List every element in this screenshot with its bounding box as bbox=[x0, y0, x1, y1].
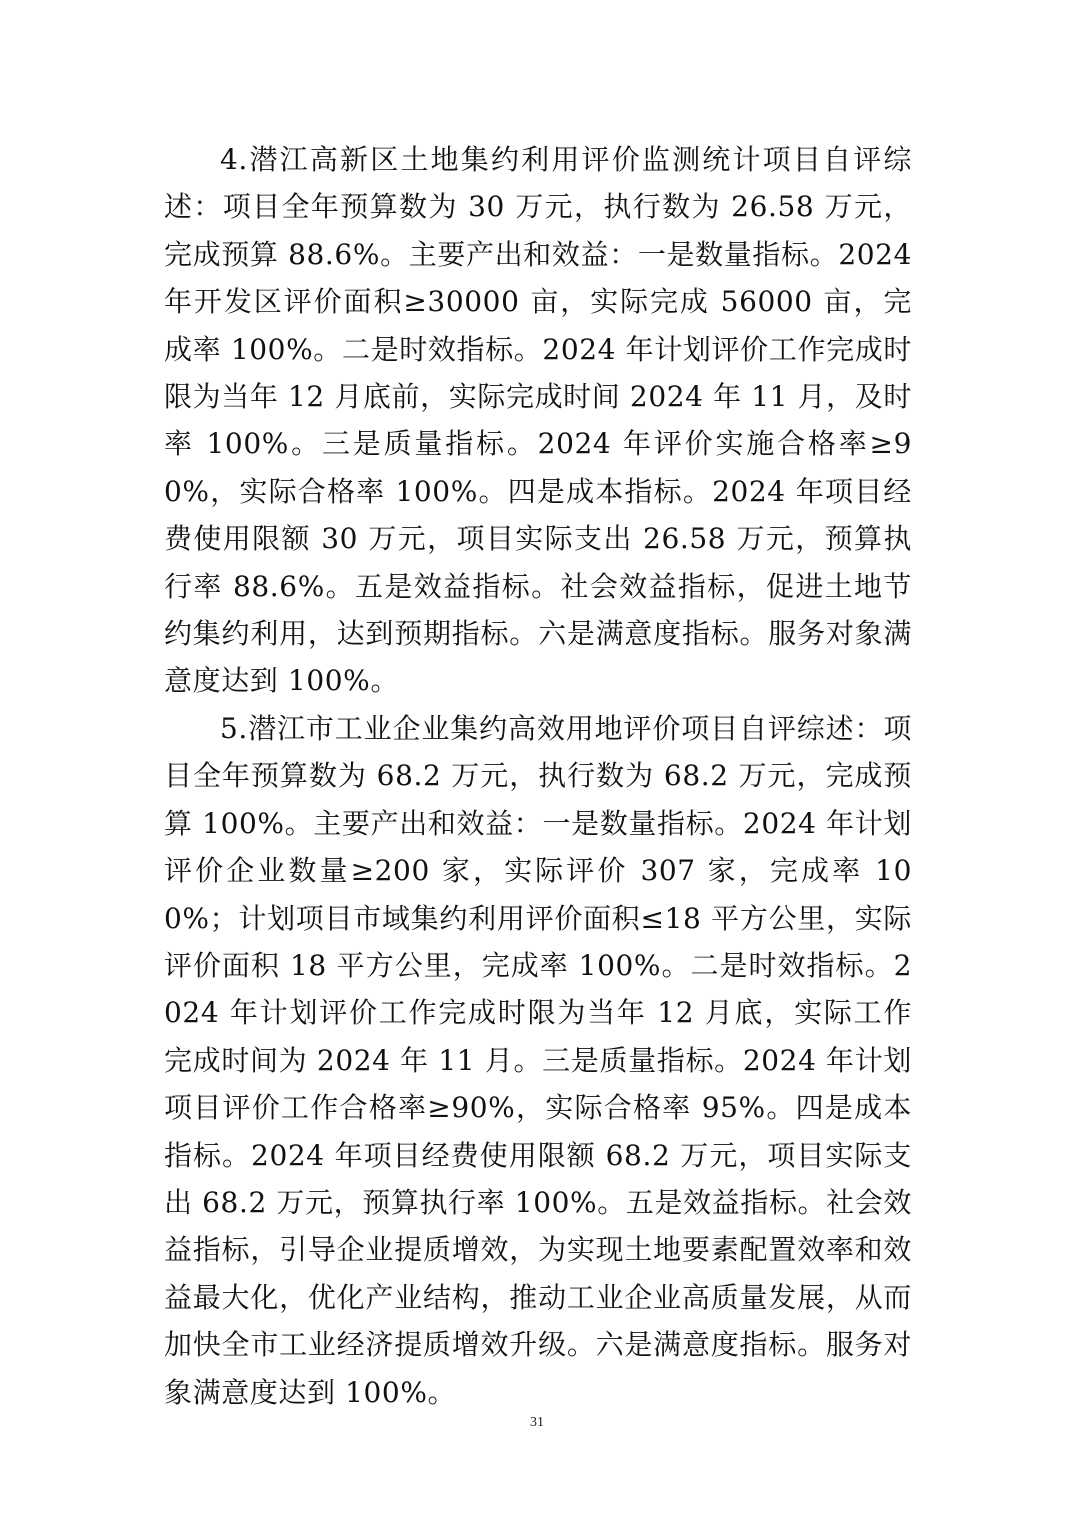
paragraph-item-5: 5.潜江市工业企业集约高效用地评价项目自评综述：项目全年预算数为 68.2 万元，执行数为 68.2 万元，完成预算 100%。主要产出和效益：一是数量指标。2024 年计划评价企业数量≥200 家，实际评价 307 家，完成率 100%；计划项目市域集约利用评价面积≤18 平方公里，实际评价面积 18 平方公里，完成率 100%。二是时效指标。2024 年计划评价工作完成时限为当年 12 月底，实际工作完成时间为 2024 年 11 月。三是质量指标。2024 年计划项目评价工作合格率≥90%，实际合格率 95%。四是成本指标。2024 年项目经费使用限额 68.2 万元，项目实际支出 68.2 万元，预算执行率 100%。五是效益指标。社会效益指标，引导企业提质增效，为实现土地要素配置效率和效益最大化，优化产业结构，推动工业企业高质量发展，从而加快全市工业经济提质增效升级。六是满意度指标。服务对象满意度达到 100%。 bbox=[164, 711, 912, 1409]
paragraph-item-4: 4.潜江高新区土地集约利用评价监测统计项目自评综述：项目全年预算数为 30 万元，执行数为 26.58 万元，完成预算 88.6%。主要产出和效益：一是数量指标。2024 年开发区评价面积≥30000 亩，实际完成 56000 亩，完成率 100%。二是时效指标。2024 年计划评价工作完成时限为当年 12 月底前，实际完成时间 2024 年 11 月，及时率 100%。三是质量指标。2024 年评价实施合格率≥90%，实际合格率 100%。四是成本指标。2024 年项目经费使用限额 30 万元，项目实际支出 26.58 万元，预算执行率 88.6%。五是效益指标。社会效益指标，促进土地节约集约利用，达到预期指标。六是满意度指标。服务对象满意度达到 100%。 bbox=[164, 143, 912, 698]
page-number: 31 bbox=[530, 1415, 544, 1430]
document-body bbox=[164, 136, 912, 1416]
